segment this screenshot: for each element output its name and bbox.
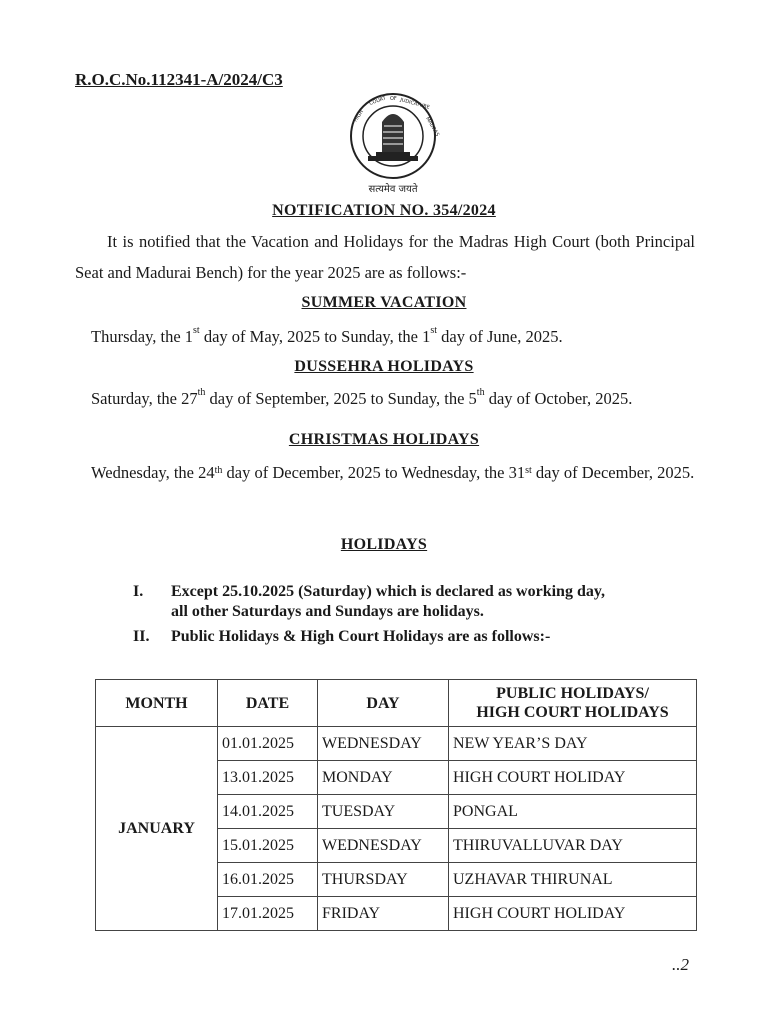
day-cell: TUESDAY <box>318 795 449 829</box>
seal-motto: सत्यमेव जयते <box>368 184 418 195</box>
day-cell: WEDNESDAY <box>318 727 449 761</box>
svg-text:JUDICATURE: JUDICATURE <box>399 97 431 111</box>
date-cell: 14.01.2025 <box>218 795 318 829</box>
list-item-number: I. <box>133 583 144 600</box>
day-cell: MONDAY <box>318 761 449 795</box>
christmas-holidays-dates: Wednesday, the 24th day of December, 2025 to Wednesday, the 31st day of December, 2025. <box>91 463 695 482</box>
holiday-cell: HIGH COURT HOLIDAY <box>449 897 697 931</box>
list-item: II. Public Holidays & High Court Holidays are as follows:- <box>133 628 551 645</box>
date-cell: 16.01.2025 <box>218 863 318 897</box>
day-cell: FRIDAY <box>318 897 449 931</box>
table-header-row <box>96 680 697 727</box>
column-header-holiday: PUBLIC HOLIDAYS/ HIGH COURT HOLIDAYS <box>449 680 697 727</box>
holidays-heading: HOLIDAYS <box>340 536 428 553</box>
list-item-number: II. <box>133 628 150 645</box>
table-row <box>96 727 697 761</box>
date-cell: 13.01.2025 <box>218 761 318 795</box>
day-cell: WEDNESDAY <box>318 829 449 863</box>
dussehra-holidays-dates: Saturday, the 27th day of September, 2025 to Sunday, the 5th day of October, 2025. <box>91 387 633 408</box>
high-court-seal-emblem <box>346 92 440 196</box>
holiday-cell: NEW YEAR’S DAY <box>449 727 697 761</box>
svg-text:MADRAS: MADRAS <box>424 116 440 138</box>
holiday-table <box>95 679 697 931</box>
date-cell: 17.01.2025 <box>218 897 318 931</box>
holiday-cell: HIGH COURT HOLIDAY <box>449 761 697 795</box>
svg-text:HIGH: HIGH <box>352 109 366 124</box>
column-header-day: DAY <box>318 680 449 727</box>
holiday-cell: PONGAL <box>449 795 697 829</box>
dussehra-holidays-heading: DUSSEHRA HOLIDAYS <box>294 358 474 375</box>
svg-text:COURT: COURT <box>368 95 387 107</box>
date-cell: 15.01.2025 <box>218 829 318 863</box>
column-header-date: DATE <box>218 680 318 727</box>
reference-number: R.O.C.No.112341-A/2024/C3 <box>75 70 283 89</box>
day-cell: THURSDAY <box>318 863 449 897</box>
column-header-month: MONTH <box>96 680 218 727</box>
summer-vacation-heading: SUMMER VACATION <box>301 294 467 311</box>
holiday-cell: UZHAVAR THIRUNAL <box>449 863 697 897</box>
month-cell: JANUARY <box>96 727 218 931</box>
notification-title: NOTIFICATION NO. 354/2024 <box>272 202 496 219</box>
intro-paragraph: It is notified that the Vacation and Holidays for the Madras High Court (both Principal Seat and Madurai Bench) for the year 2025 are as follows:- <box>75 232 695 282</box>
date-cell: 01.01.2025 <box>218 727 318 761</box>
summer-vacation-dates: Thursday, the 1st day of May, 2025 to Sunday, the 1st day of June, 2025. <box>91 325 563 346</box>
svg-text:OF: OF <box>390 96 397 102</box>
page-continuation-mark: ..2 <box>672 955 689 974</box>
christmas-holidays-heading: CHRISTMAS HOLIDAYS <box>288 431 480 448</box>
list-item: I. Except 25.10.2025 (Saturday) which is declared as working day, all other Saturdays and Sundays are holidays. <box>133 583 605 620</box>
holiday-cell: THIRUVALLUVAR DAY <box>449 829 697 863</box>
